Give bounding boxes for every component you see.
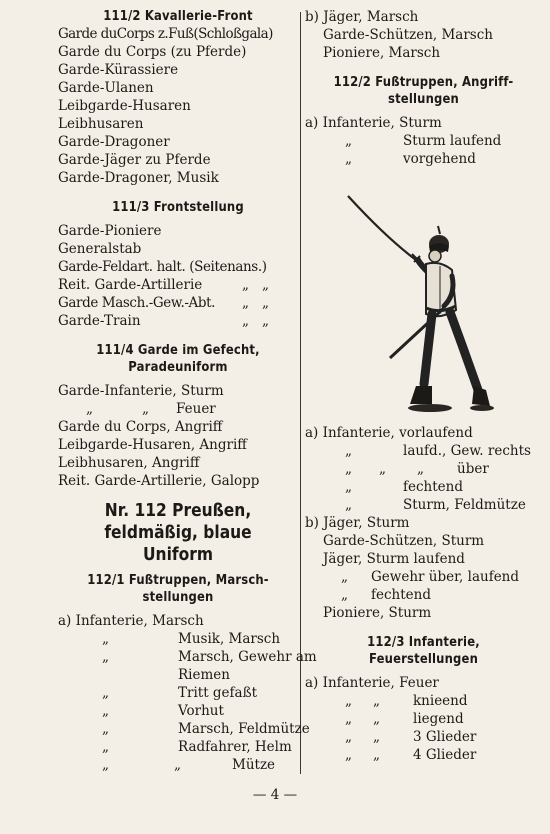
page-number: — 4 — <box>252 787 298 803</box>
ditto-mark: „ <box>142 401 149 417</box>
ditto-mark: „ <box>373 729 380 745</box>
list-item: Garde du Corps, Angriff <box>58 419 223 435</box>
ditto-mark: „ <box>345 729 352 745</box>
ditto-mark: „ <box>341 569 348 585</box>
list-item: „ „ knieend <box>305 692 542 710</box>
ditto-mark: „ <box>242 295 249 311</box>
list-item: Leibgarde-Husaren, Angriff <box>58 437 247 453</box>
ditto-mark: „ <box>262 295 269 311</box>
ditto-mark <box>148 684 178 702</box>
list-item: „ vorgehend <box>305 150 542 168</box>
ditto-mark <box>148 666 178 684</box>
list-item: „ Musik, Marsch <box>58 630 298 648</box>
list-item: „ Tritt gefaßt <box>58 684 298 702</box>
list-item: Garde-Train „ „ <box>58 313 269 329</box>
list-item: „ laufd., Gew. rechts <box>305 442 542 460</box>
chapter-title-nr-112: Nr. 112 Preußen, <box>104 500 252 521</box>
ditto-mark: „ <box>102 631 109 647</box>
list-item: Garde duCorps z.Fuß(Schloßgala) <box>58 26 273 42</box>
list-item: Garde-Jäger zu Pferde <box>58 152 211 168</box>
list-item: „ „ „ über <box>305 460 542 478</box>
list-item: „ fechtend <box>305 478 542 496</box>
list-item: „ Sturm, Feldmütze <box>305 496 542 514</box>
section-title-111-3: 111/3 Frontstellung <box>112 199 244 215</box>
ditto-mark: „ <box>102 739 109 755</box>
list-item: Pioniere, Sturm <box>323 605 432 621</box>
list-item: „ „ liegend <box>305 710 542 728</box>
soldier-figure-illustration <box>340 190 510 422</box>
list-item: „ fechtend <box>305 586 542 604</box>
section-title-111-4-line2: Paradeuniform <box>128 359 228 375</box>
ditto-mark: „ <box>262 313 269 329</box>
list-item: Riemen <box>58 666 298 684</box>
ditto-mark: „ <box>373 711 380 727</box>
section-title-111-2: 111/2 Kavallerie-Front <box>103 8 253 24</box>
list-item: Leibhusaren <box>58 116 144 132</box>
list-item: Leibgarde-Husaren <box>58 98 191 114</box>
list-item: Garde du Corps (zu Pferde) <box>58 44 247 60</box>
ditto-mark <box>148 630 178 648</box>
section-111-2-list <box>58 25 298 187</box>
ditto-mark <box>148 738 178 756</box>
ditto-mark <box>148 648 178 666</box>
section-title-112-1-line2: stellungen <box>142 589 214 605</box>
list-item: „ Sturm laufend <box>305 132 542 150</box>
list-item: a) Infanterie, Marsch <box>58 613 204 629</box>
list-item: „ Marsch, Feldmütze <box>58 720 298 738</box>
ditto-mark: „ <box>373 747 380 763</box>
ditto-mark: „ <box>102 703 109 719</box>
left-column <box>58 8 317 774</box>
list-item: Garde-Kürassiere <box>58 62 179 78</box>
ditto-mark <box>148 702 178 720</box>
section-title-112-3: 112/3 Infanterie, <box>367 634 480 650</box>
ditto-mark: „ <box>345 151 352 167</box>
ditto-mark: „ <box>345 479 352 495</box>
list-item: Garde-Pioniere <box>58 223 162 239</box>
section-title-112-2: 112/2 Fußtruppen, Angriff- <box>333 74 514 90</box>
list-item: „ Gewehr über, laufend <box>305 568 542 586</box>
ditto-mark <box>58 666 148 684</box>
ditto-mark: „ <box>345 711 352 727</box>
list-item: Generalstab <box>58 241 142 257</box>
ditto-mark: „ <box>345 133 352 149</box>
ditto-mark: „ <box>242 277 249 293</box>
list-item: Leibhusaren, Angriff <box>58 455 200 471</box>
list-item: Garde-Schützen, Sturm <box>323 533 485 549</box>
list-item: Garde Masch.-Gew.-Abt. „ „ <box>58 295 269 311</box>
ditto-mark: „ <box>174 757 181 773</box>
ditto-mark: „ <box>102 649 109 665</box>
list-item: Jäger, Sturm laufend <box>323 551 465 567</box>
list-item: Garde-Ulanen <box>58 80 154 96</box>
list-item: „ „ 3 Glieder <box>305 728 542 746</box>
list-item: b) Jäger, Marsch <box>305 9 419 25</box>
list-item: „ „ Mütze <box>58 756 298 774</box>
ditto-mark: „ <box>345 747 352 763</box>
list-item: Pioniere, Marsch <box>323 45 441 61</box>
section-title-112-1: 112/1 Fußtruppen, Marsch- <box>87 572 269 588</box>
list-item: Garde-Feldart. halt. (Seitenans.) <box>58 259 267 275</box>
section-title-111-4: 111/4 Garde im Gefecht, <box>96 342 260 358</box>
list-item: a) Infanterie, Feuer <box>305 675 439 691</box>
ditto-mark: „ <box>262 277 269 293</box>
list-item: Garde-Dragoner, Musik <box>58 170 219 186</box>
ditto-mark: „ <box>102 757 109 773</box>
chapter-title-nr-112-line2: feldmäßig, blaue Uniform <box>104 522 252 565</box>
ditto-mark: „ <box>417 461 424 477</box>
ditto-mark: „ <box>242 313 249 329</box>
list-item: „ Vorhut <box>58 702 298 720</box>
list-item: „ Marsch, Gewehr am <box>58 648 298 666</box>
section-title-112-3-line2: Feuerstellungen <box>368 651 479 667</box>
list-item: „ Radfahrer, Helm <box>58 738 298 756</box>
ditto-mark: „ <box>341 587 348 603</box>
ditto-mark: „ <box>102 685 109 701</box>
list-item: Garde-Dragoner <box>58 134 170 150</box>
ditto-mark: „ <box>345 461 352 477</box>
section-title-112-2-line2: stellungen <box>387 91 460 107</box>
ditto-mark: „ <box>345 693 352 709</box>
ditto-mark: „ <box>379 461 386 477</box>
list-item: Reit. Garde-Artillerie, Galopp <box>58 473 260 489</box>
list-item: a) Infanterie, Sturm <box>305 115 442 131</box>
ditto-mark: „ <box>102 721 109 737</box>
list-item: Reit. Garde-Artillerie „ „ <box>58 277 269 293</box>
list-item: Garde-Schützen, Marsch <box>323 27 493 43</box>
ditto-mark: „ <box>345 497 352 513</box>
list-item: Garde-Infanterie, Sturm <box>58 383 224 399</box>
ditto-mark: „ <box>86 401 93 417</box>
list-item: a) Infanterie, vorlaufend <box>305 425 473 441</box>
ditto-mark <box>148 720 178 738</box>
list-item: b) Jäger, Sturm <box>305 515 410 531</box>
ditto-mark: „ <box>373 693 380 709</box>
list-item: „ „ 4 Glieder <box>305 746 542 764</box>
list-item: „ „ Feuer <box>58 400 298 418</box>
ditto-mark: „ <box>345 443 352 459</box>
